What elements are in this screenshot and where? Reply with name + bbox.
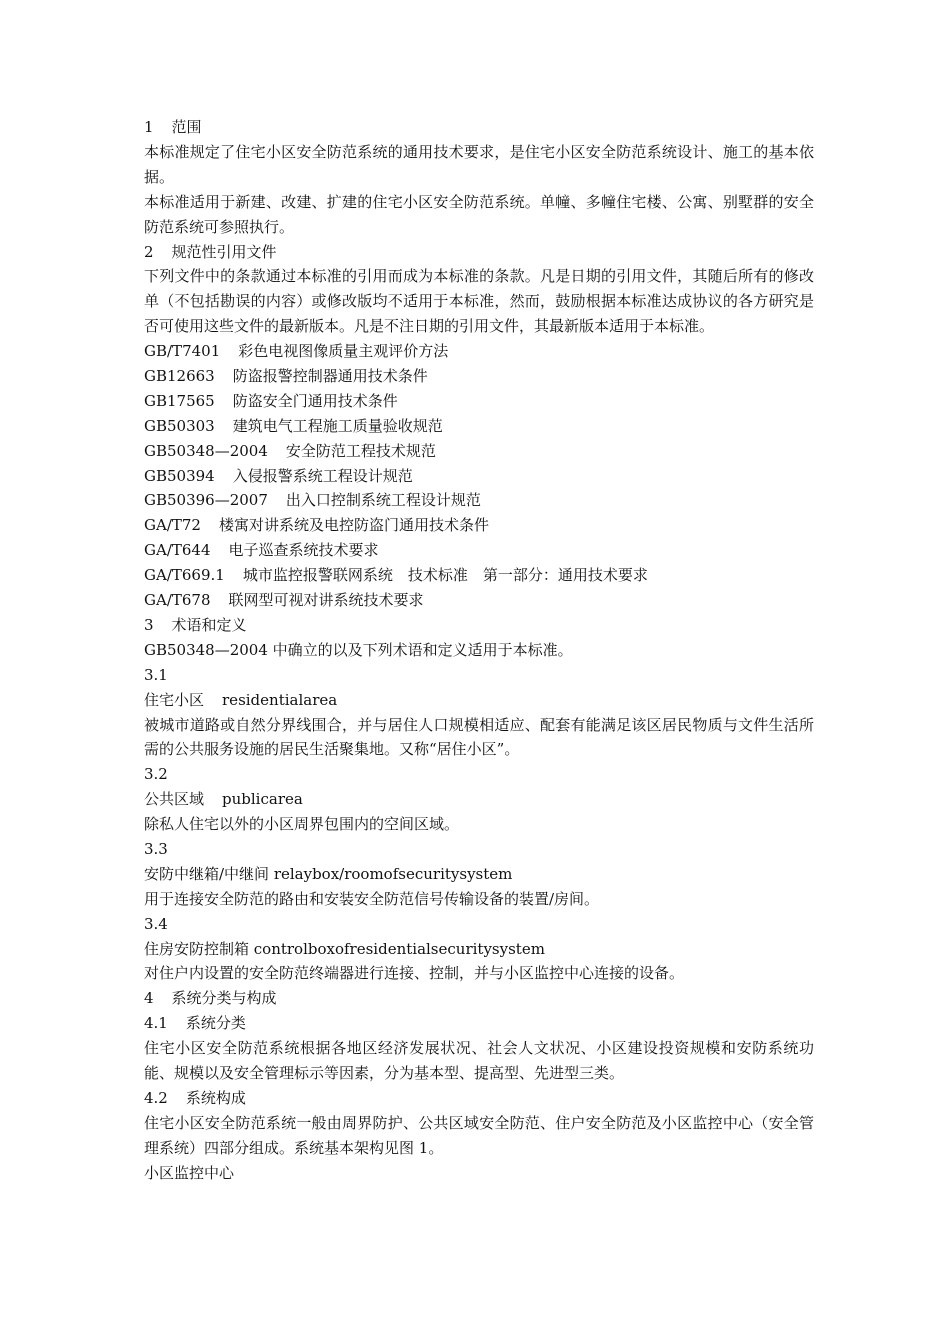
paragraph: 下列文件中的条款通过本标准的引用而成为本标准的条款。凡是日期的引用文件，其随后所有的修改单（不包括勘误的内容）或修改版均不适用于本标准，然而，鼓励根据本标准达成协议的各方研究是否可使用这些文件的最新版本。凡是不注日期的引用文件，其最新版本适用于本标准。 (144, 267, 814, 336)
document-body (144, 115, 814, 1186)
section-title: 系统分类与构成 (171, 989, 277, 1008)
paragraph: 住宅小区安全防范系统根据各地区经济发展状况、社会人文状况、小区建设投资规模和安防系统功能、规模以及安全管理标示等因素，分为基本型、提高型、先进型三类。 (144, 1039, 814, 1083)
paragraph: 本标准适用于新建、改建、扩建的住宅小区安全防范系统。单幢、多幢住宅楼、公寓、别墅群的安全防范系统可参照执行。 (144, 192, 814, 236)
text-line: 安防中继箱/中继间 relaybox/roomofsecuritysystem (144, 864, 513, 883)
section-heading (144, 1086, 814, 1111)
section-title: 范围 (171, 118, 202, 136)
term-english: publicarea (222, 790, 303, 809)
reference-code: GB/T7401 (144, 342, 221, 361)
reference-code: GB17565 (144, 391, 215, 410)
reference-title: 城市监控报警联网系统 技术标准 第一部分：通用技术要求 (242, 566, 648, 585)
text-line: 小区监控中心 (144, 1163, 235, 1182)
paragraph: 用于连接安全防范的路由和安装安全防范信号传输设备的装置/房间。 (144, 889, 600, 908)
reference-code: GB50394 (144, 466, 215, 485)
reference-entry (144, 439, 814, 464)
reference-title: 楼寓对讲系统及电控防盗门通用技术条件 (218, 516, 489, 535)
reference-title: 电子巡查系统技术要求 (228, 541, 379, 560)
paragraph: 对住户内设置的安全防范终端器进行连接、控制，并与小区监控中心连接的设备。 (144, 964, 685, 983)
reference-title: 联网型可视对讲系统技术要求 (228, 591, 424, 610)
paragraph: 被城市道路或自然分界线围合，并与居住人口规模相适应、配套有能满足该区居民物质与文件生活所需的公共服务设施的居民生活聚集地。又称“居住小区”。 (144, 715, 814, 759)
term-entry (144, 787, 814, 812)
reference-code: GA/T72 (144, 516, 201, 535)
reference-code: GA/T678 (144, 591, 211, 610)
section-title: 规范性引用文件 (171, 242, 277, 261)
section-number: 4.2 (144, 1088, 168, 1107)
section-heading (144, 115, 814, 140)
reference-entry (144, 339, 814, 364)
reference-title: 安全防范工程技术规范 (285, 441, 436, 460)
reference-entry (144, 588, 814, 613)
reference-code: GB12663 (144, 367, 215, 386)
section-number: 4 (144, 989, 154, 1008)
section-heading (144, 613, 814, 638)
reference-code: GB50396—2007 (144, 491, 268, 510)
reference-entry (144, 513, 814, 538)
section-number: 2 (144, 242, 154, 261)
reference-entry (144, 538, 814, 563)
text-line: 3.1 (144, 665, 168, 684)
section-number: 4.1 (144, 1014, 168, 1033)
section-heading (144, 1011, 814, 1036)
paragraph: GB50348—2004 中确立的以及下列术语和定义适用于本标准。 (144, 640, 573, 659)
reference-entry (144, 414, 814, 439)
reference-entry (144, 488, 814, 513)
reference-entry (144, 389, 814, 414)
text-line: 3.3 (144, 840, 168, 858)
reference-code: GB50303 (144, 416, 215, 435)
section-title: 系统分类 (185, 1014, 246, 1033)
term-chinese: 公共区域 (144, 790, 205, 809)
paragraph: 除私人住宅以外的小区周界包围内的空间区域。 (144, 815, 460, 834)
reference-code: GB50348—2004 (144, 441, 268, 460)
reference-code: GA/T644 (144, 541, 211, 560)
paragraph: 住宅小区安全防范系统一般由周界防护、公共区域安全防范、住户安全防范及小区监控中心（安全管理系统）四部分组成。系统基本架构见图 1。 (144, 1113, 814, 1157)
section-title: 系统构成 (185, 1088, 246, 1107)
section-heading (144, 240, 814, 265)
paragraph: 本标准规定了住宅小区安全防范系统的通用技术要求，是住宅小区安全防范系统设计、施工的基本依据。 (144, 142, 814, 186)
term-entry (144, 688, 814, 713)
reference-title: 出入口控制系统工程设计规范 (285, 491, 481, 510)
reference-entry (144, 464, 814, 489)
reference-entry (144, 364, 814, 389)
text-line: 3.4 (144, 914, 168, 933)
reference-title: 建筑电气工程施工质量验收规范 (232, 416, 443, 435)
term-english: residentialarea (222, 690, 338, 709)
text-line: 住房安防控制箱 controlboxofresidentialsecuritysystem (144, 939, 545, 958)
reference-title: 防盗安全门通用技术条件 (232, 391, 398, 410)
reference-title: 防盗报警控制器通用技术条件 (232, 367, 428, 386)
section-heading (144, 986, 814, 1011)
term-chinese: 住宅小区 (144, 690, 205, 709)
reference-title: 彩色电视图像质量主观评价方法 (238, 342, 449, 361)
reference-title: 入侵报警系统工程设计规范 (232, 466, 413, 485)
reference-entry (144, 563, 814, 588)
section-title: 术语和定义 (171, 615, 247, 634)
reference-code: GA/T669.1 (144, 566, 225, 585)
section-number: 3 (144, 615, 154, 634)
section-number: 1 (144, 118, 154, 136)
text-line: 3.2 (144, 765, 168, 784)
